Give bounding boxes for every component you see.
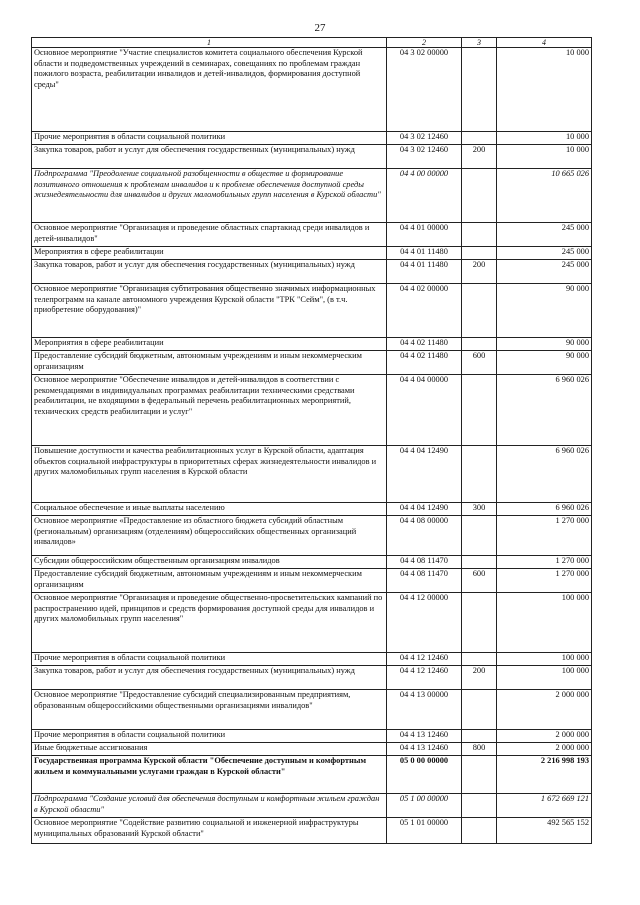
row-name: Прочие мероприятия в области социальной политики — [32, 653, 387, 666]
row-code: 04 4 08 00000 — [387, 516, 462, 556]
row-name: Основное мероприятие "Содействие развитию социальной и инженерной инфраструктуры муниципальных образований Курской области" — [32, 818, 387, 844]
row-expense-type — [462, 653, 497, 666]
row-code: 04 4 01 11480 — [387, 260, 462, 284]
row-name: Прочие мероприятия в области социальной политики — [32, 132, 387, 145]
row-sum: 10 000 — [497, 132, 592, 145]
header-cell: 4 — [497, 38, 592, 48]
row-name: Иные бюджетные ассигнования — [32, 743, 387, 756]
row-code: 04 3 02 00000 — [387, 48, 462, 132]
table-row — [32, 145, 592, 169]
budget-table — [31, 37, 592, 844]
row-sum: 2 000 000 — [497, 730, 592, 743]
row-sum: 10 000 — [497, 145, 592, 169]
row-code: 04 4 00 00000 — [387, 169, 462, 223]
table-row — [32, 818, 592, 844]
table-row — [32, 569, 592, 593]
row-code: 04 4 02 00000 — [387, 284, 462, 338]
row-expense-type — [462, 516, 497, 556]
row-name: Подпрограмма "Создание условий для обеспечения доступным и комфортным жильем граждан в Курской области" — [32, 794, 387, 818]
row-name: Основное мероприятие "Участие специалистов комитета социального обеспечения Курской области и подведомственных учреждений в семинарах, совещаниях по проблемам граждан пожилого возраста, реабилитации инвалидов и детей-инвалидов, формирования доступной среды" — [32, 48, 387, 132]
row-name: Предоставление субсидий бюджетным, автономным учреждениям и иным некоммерческим организациям — [32, 569, 387, 593]
table-row — [32, 169, 592, 223]
row-sum: 2 216 998 193 — [497, 756, 592, 794]
row-code: 04 4 04 12490 — [387, 446, 462, 503]
row-expense-type — [462, 247, 497, 260]
row-code: 04 4 13 00000 — [387, 690, 462, 730]
row-name: Основное мероприятие "Организация и проведение областных спартакиад среди инвалидов и детей-инвалидов" — [32, 223, 387, 247]
row-sum: 1 270 000 — [497, 569, 592, 593]
table-row — [32, 794, 592, 818]
row-sum: 245 000 — [497, 223, 592, 247]
row-expense-type: 300 — [462, 503, 497, 516]
table-row — [32, 743, 592, 756]
row-code: 04 4 12 00000 — [387, 593, 462, 653]
row-code: 04 4 02 11480 — [387, 338, 462, 351]
row-name: Подпрограмма "Преодоление социальной разобщенности в обществе и формирование позитивного отношения к проблемам инвалидов и к проблеме обеспечения доступной среды жизнедеятельности для инвалидов и других маломобильных групп населения в Курской области" — [32, 169, 387, 223]
row-name: Социальное обеспечение и иные выплаты населению — [32, 503, 387, 516]
table-row — [32, 247, 592, 260]
row-sum: 90 000 — [497, 351, 592, 375]
row-sum: 6 960 026 — [497, 503, 592, 516]
row-expense-type — [462, 132, 497, 145]
table-row — [32, 653, 592, 666]
table-row — [32, 730, 592, 743]
row-code: 04 4 01 00000 — [387, 223, 462, 247]
row-sum: 100 000 — [497, 593, 592, 653]
table-row — [32, 690, 592, 730]
table-row — [32, 132, 592, 145]
row-code: 04 4 12 12460 — [387, 666, 462, 690]
row-sum: 1 672 669 121 — [497, 794, 592, 818]
row-name: Закупка товаров, работ и услуг для обеспечения государственных (муниципальных) нужд — [32, 145, 387, 169]
row-expense-type: 200 — [462, 145, 497, 169]
row-sum: 1 270 000 — [497, 516, 592, 556]
row-expense-type: 600 — [462, 569, 497, 593]
row-code: 04 4 13 12460 — [387, 743, 462, 756]
row-expense-type — [462, 375, 497, 446]
table-row — [32, 666, 592, 690]
header-cell: 2 — [387, 38, 462, 48]
row-name: Основное мероприятие "Предоставление субсидий специализированным предприятиям, образованным общероссийскими общественными организациями инвалидов" — [32, 690, 387, 730]
row-expense-type — [462, 48, 497, 132]
row-sum: 6 960 026 — [497, 375, 592, 446]
row-name: Основное мероприятие «Предоставление из областного бюджета субсидий областным (региональным) организациям (отделениям) общероссийских общественных организаций инвалидов» — [32, 516, 387, 556]
table-row — [32, 516, 592, 556]
row-sum: 1 270 000 — [497, 556, 592, 569]
row-expense-type: 800 — [462, 743, 497, 756]
row-expense-type — [462, 446, 497, 503]
table-row — [32, 756, 592, 794]
header-cell: 1 — [32, 38, 387, 48]
row-code: 04 4 12 12460 — [387, 653, 462, 666]
row-sum: 10 000 — [497, 48, 592, 132]
row-expense-type: 600 — [462, 351, 497, 375]
row-sum: 245 000 — [497, 247, 592, 260]
row-code: 05 0 00 00000 — [387, 756, 462, 794]
row-code: 04 4 08 11470 — [387, 556, 462, 569]
row-code: 04 4 13 12460 — [387, 730, 462, 743]
table-row — [32, 351, 592, 375]
row-sum: 90 000 — [497, 338, 592, 351]
table-row — [32, 48, 592, 132]
row-sum: 100 000 — [497, 653, 592, 666]
table-row — [32, 338, 592, 351]
row-name: Мероприятия в сфере реабилитации — [32, 247, 387, 260]
row-code: 05 1 01 00000 — [387, 818, 462, 844]
row-name: Предоставление субсидий бюджетным, автономным учреждениям и иным некоммерческим организациям — [32, 351, 387, 375]
row-sum: 2 000 000 — [497, 690, 592, 730]
table-row — [32, 556, 592, 569]
table-row — [32, 260, 592, 284]
row-name: Основное мероприятие "Организация и проведение общественно-просветительских кампаний по распространению идей, принципов и средств формирования доступной среды для инвалидов и других маломобильных групп населения" — [32, 593, 387, 653]
row-expense-type — [462, 338, 497, 351]
row-name: Прочие мероприятия в области социальной политики — [32, 730, 387, 743]
table-row — [32, 446, 592, 503]
row-expense-type — [462, 756, 497, 794]
row-expense-type — [462, 794, 497, 818]
row-name: Субсидии общероссийским общественным организациям инвалидов — [32, 556, 387, 569]
page-number: 27 — [314, 22, 326, 34]
row-expense-type — [462, 169, 497, 223]
row-sum: 90 000 — [497, 284, 592, 338]
row-code: 04 3 02 12460 — [387, 145, 462, 169]
row-sum: 245 000 — [497, 260, 592, 284]
row-expense-type — [462, 556, 497, 569]
row-code: 04 4 02 11480 — [387, 351, 462, 375]
table-row — [32, 223, 592, 247]
header-cell: 3 — [462, 38, 497, 48]
table-row — [32, 593, 592, 653]
row-expense-type — [462, 818, 497, 844]
row-name: Закупка товаров, работ и услуг для обеспечения государственных (муниципальных) нужд — [32, 260, 387, 284]
row-sum: 2 000 000 — [497, 743, 592, 756]
row-sum: 10 665 026 — [497, 169, 592, 223]
row-name: Мероприятия в сфере реабилитации — [32, 338, 387, 351]
table-row — [32, 503, 592, 516]
row-expense-type: 200 — [462, 260, 497, 284]
row-expense-type — [462, 593, 497, 653]
row-expense-type: 200 — [462, 666, 497, 690]
row-name: Основное мероприятие "Организация субтитрования общественно значимых информационных телепрограмм на канале автономного учреждения Курской области "ТРК "Сейм", (в т.ч. приобретение оборудования)" — [32, 284, 387, 338]
row-sum: 100 000 — [497, 666, 592, 690]
table-row — [32, 284, 592, 338]
row-name: Повышение доступности и качества реабилитационных услуг в Курской области, адаптация объектов социальной инфраструктуры в приоритетных сферах жизнедеятельности инвалидов и других маломобильных групп населения в Курской области — [32, 446, 387, 503]
row-code: 04 4 01 11480 — [387, 247, 462, 260]
row-code: 04 4 04 00000 — [387, 375, 462, 446]
row-code: 04 4 04 12490 — [387, 503, 462, 516]
row-code: 04 4 08 11470 — [387, 569, 462, 593]
row-code: 05 1 00 00000 — [387, 794, 462, 818]
row-name: Основное мероприятие "Обеспечение инвалидов и детей-инвалидов в соответствии с рекомендациями в индивидуальных программах реабилитации техническими средствами реабилитации, не входящими в федеральный перечень реабилитационных мероприятий, технических средств реабилитации и услуг" — [32, 375, 387, 446]
row-expense-type — [462, 284, 497, 338]
row-expense-type — [462, 690, 497, 730]
row-sum: 6 960 026 — [497, 446, 592, 503]
row-name: Закупка товаров, работ и услуг для обеспечения государственных (муниципальных) нужд — [32, 666, 387, 690]
table-row — [32, 375, 592, 446]
row-name: Государственная программа Курской области "Обеспечение доступным и комфортным жильем и коммунальными услугами граждан в Курской области" — [32, 756, 387, 794]
row-expense-type — [462, 730, 497, 743]
header-row — [32, 38, 592, 48]
row-expense-type — [462, 223, 497, 247]
row-sum: 492 565 152 — [497, 818, 592, 844]
row-code: 04 3 02 12460 — [387, 132, 462, 145]
